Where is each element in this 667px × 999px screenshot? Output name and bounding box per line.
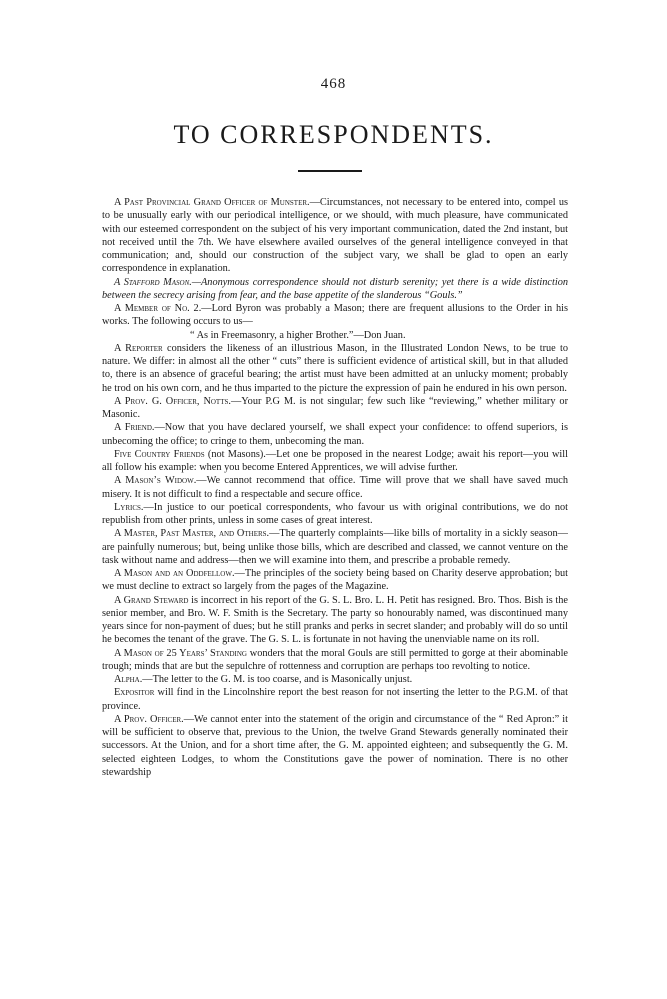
paragraph-text: —We cannot recommend that office. Time will prove that we shall have saved much misery. It is not difficult to find a respectable and secure office. <box>102 475 568 500</box>
paragraph <box>102 448 568 475</box>
paragraph-lead: A Mason of 25 Years’ Standing <box>114 647 247 659</box>
quote-text: “ As in Freemasonry, a higher Brother.”—Don Juan. <box>190 329 406 341</box>
paragraph <box>102 196 568 276</box>
paragraph-lead: A Reporter <box>114 342 163 354</box>
paragraph-lead: A Stafford Mason. <box>114 276 192 288</box>
paragraph-text: —Lord Byron was probably a Mason; there are frequent allusions to the Order in his works. The following occurs to us— <box>102 303 568 328</box>
paragraph-lead: Lyrics. <box>114 501 144 513</box>
paragraph-lead: A Grand Steward <box>114 594 189 606</box>
paragraph-lead: Alpha. <box>114 674 143 685</box>
paragraph-text: —Your P.G M. is not singular; few such like “reviewing,” whether military or Masonic. <box>102 395 568 420</box>
paragraph-lead: A Master, Past Master, and Others. <box>114 528 270 540</box>
paragraph <box>102 474 568 501</box>
paragraph <box>102 276 568 303</box>
paragraph <box>102 395 568 422</box>
paragraph-text: —Circumstances, not necessary to be entered into, compel us to be unusually early with our periodical intelligence, or we should, with much pleasure, have communicated with our esteemed correspondent on the subject of his very important communication, dated the 2nd instant, but not received until the 7th. We have elsewhere availed ourselves of the general intelligence conveyed in that communication; and, should our construction of the subject vary, we shall be glad to open an early correspondence in explanation. <box>102 197 568 275</box>
paragraph-text: —Anonymous correspondence should not disturb serenity; yet there is a wide distinction between the secrecy arising from fear, and the base appetite of the slanderous “Gouls.” <box>102 276 568 301</box>
paragraph-text: will find in the Lincolnshire report the best reason for not inserting the letter to the P.G.M. of that province. <box>102 687 568 712</box>
paragraph-lead: A Mason and an Oddfellow. <box>114 568 235 579</box>
paragraph-lead: Expositor <box>114 687 155 699</box>
paragraph-lead: A Prov. G. Officer, Notts. <box>114 395 231 407</box>
paragraph-lead: Five Country Friends <box>114 448 205 460</box>
paragraph <box>102 342 568 395</box>
paragraph-lead: A Past Provincial Grand Officer of Munster. <box>114 197 310 208</box>
paragraph-text: —The principles of the society being based on Charity deserve approbation; but we must decline to extract so largely from the pages of the Magazine. <box>102 568 568 593</box>
paragraph-text: (not Masons).—Let one be proposed in the nearest Lodge; await his report—you will all follow his example: when you become Entered Apprentices, we will advise further. <box>102 448 568 473</box>
paragraph-lead: A Mason’s Widow. <box>114 475 197 487</box>
paragraph-lead: A Member of No. 2. <box>114 303 202 314</box>
page-title: TO CORRESPONDENTS. <box>173 120 494 149</box>
paragraph-text: —In justice to our poetical correspondents, who favour us with original contributions, we do not republish from other prints, unless in some cases of great interest. <box>102 501 568 526</box>
paragraph-text: —The letter to the G. M. is too coarse, and is Masonically unjust. <box>142 674 413 685</box>
paragraph <box>102 527 568 567</box>
paragraph-text: —We cannot enter into the statement of the origin and circumstance of the “ Red Apron:” it will be sufficient to observe that, previous to the Union, the twelve Grand Stewards generally nominated their successors. At the Union, and for a short time after, the G. M. appointed eighteen; and subsequently the G. M. selected eighteen Lodges, to whom the Constitutions gave the power of nomination. There is no other stewardship <box>102 713 568 778</box>
title-divider <box>298 170 362 172</box>
paragraph <box>102 567 568 594</box>
paragraph <box>102 594 568 647</box>
paragraph-text: —The quarterly complaints—like bills of mortality in a sickly season—are painfully numerous; but, being unlike those bills, which are described and classed, we cannot venture on the task without name and address—then we will examine into them, and prescribe a probable remedy. <box>102 528 568 566</box>
paragraph <box>102 501 568 528</box>
paragraph-text: is incorrect in his report of the G. S. L. Bro. L. H. Petit has resigned. Bro. Thos. Bish is the senior member, and Bro. W. F. Smith is the Secretary. The party so honourably named, was discontinued many years since for non-payment of dues; but he still pranks and perks in secret slander; and probably will do so until he becomes the tenant of the grave. The G. S. L. is fortunate in not having the unenviable name on its roll. <box>102 594 568 646</box>
correspondence-body <box>102 196 568 779</box>
paragraph-lead: A Prov. Officer. <box>114 713 184 725</box>
paragraph-text: considers the likeness of an illustrious Mason, in the Illustrated London News, to be true to nature. We differ: in almost all the other “ cuts” there is sufficient evidence of artistical skill, but in that alluded to, there is an absence of graceful bearing; the artist must have been admitted at an unlucky moment; probably he trod on his own corn, and he thus imparted to the picture the expression of pain he endured in his own person. <box>102 342 568 394</box>
paragraph <box>102 421 568 448</box>
paragraph <box>102 673 568 686</box>
paragraph-text: —Now that you have declared yourself, we shall expect your confidence: to offend superiors, is unbecoming the office; to cringe to them, unbecoming the man. <box>102 422 568 447</box>
paragraph <box>102 686 568 713</box>
paragraph <box>102 647 568 674</box>
paragraph <box>102 302 568 329</box>
page-number: 468 <box>320 76 347 92</box>
paragraph <box>102 713 568 779</box>
paragraph-text: wonders that the moral Gouls are still permitted to gorge at their abominable trough; minds that are but the sepulchre of rottenness and corruption are perhaps too revolting to notice. <box>102 647 569 672</box>
quote <box>102 329 568 342</box>
paragraph-lead: A Friend. <box>114 422 155 434</box>
